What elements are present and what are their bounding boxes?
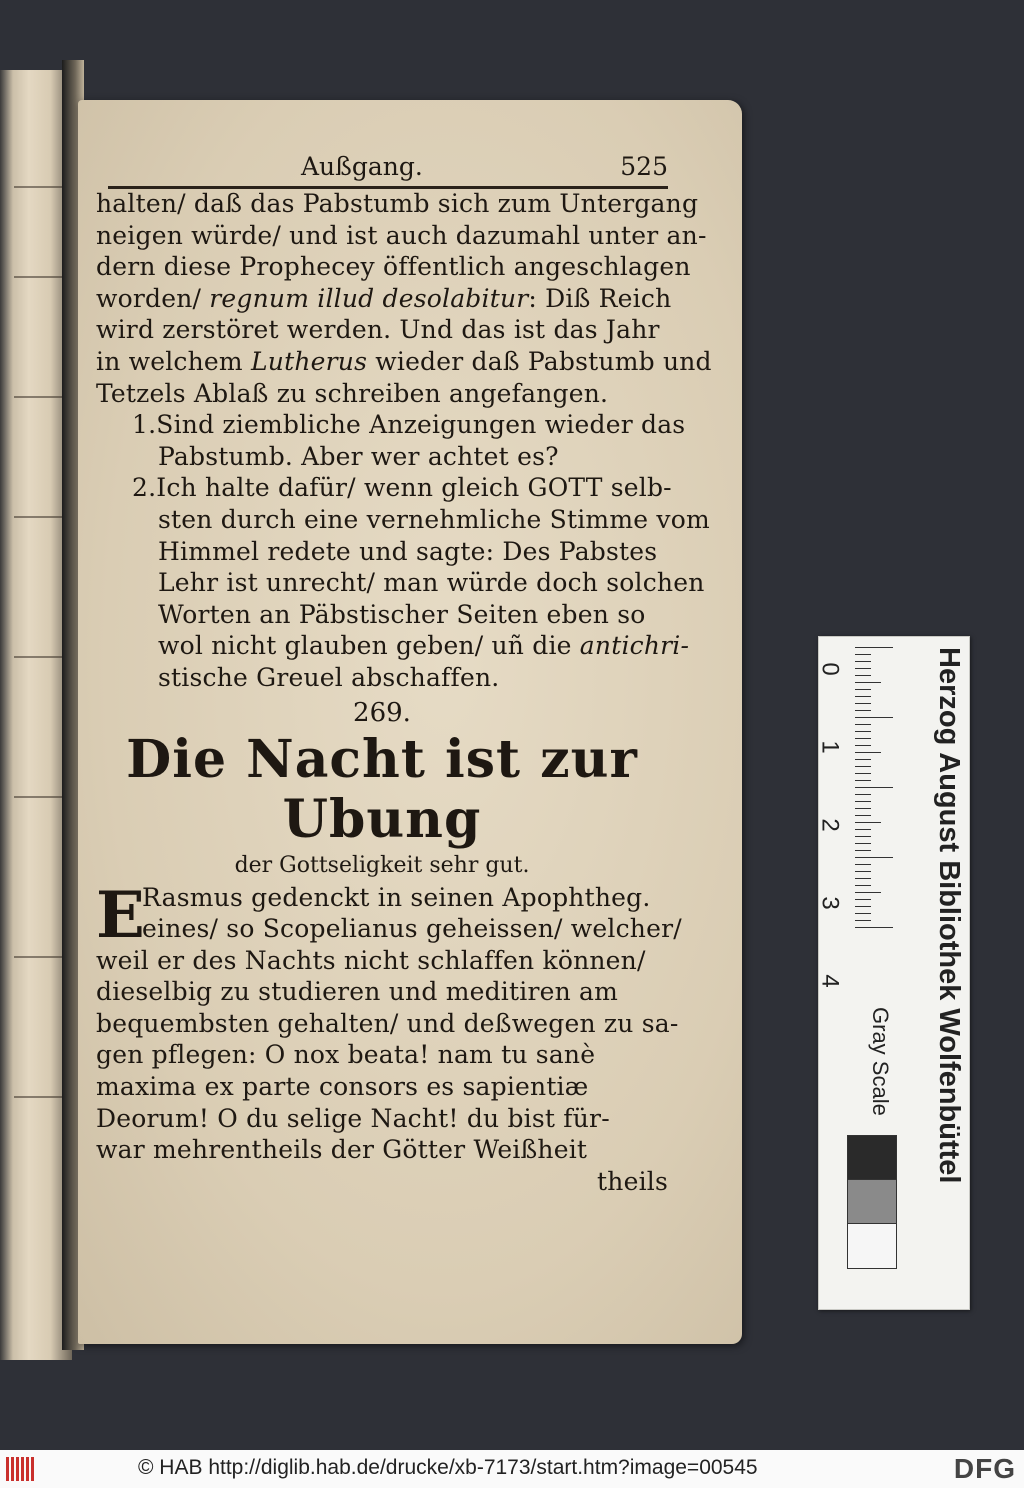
ruler-tick <box>855 696 871 697</box>
ruler-tick <box>855 654 871 655</box>
ruler-tick <box>855 731 871 732</box>
drop-cap: E <box>96 877 145 953</box>
ruler-tick <box>855 857 893 858</box>
page-text <box>96 150 712 1197</box>
text-line: worden/ regnum illud desolabitur: Diß Reich <box>96 283 672 313</box>
ruler-tick <box>855 829 871 830</box>
name-lutherus: Lutherus <box>250 346 368 376</box>
ruler-tick <box>855 892 881 893</box>
point-2-line: sten durch eine vernehmliche Stimme vom <box>158 504 710 534</box>
gray-swatch-dark <box>847 1135 897 1181</box>
ruler-number: 0 <box>816 662 844 676</box>
body-line: dieselbig zu studieren und meditiren am <box>96 977 619 1007</box>
ruler-tick <box>855 724 871 725</box>
ruler-tick <box>855 682 881 683</box>
ruler-tick <box>855 794 871 795</box>
ruler-tick <box>855 766 871 767</box>
ruler-ticks <box>855 647 895 927</box>
body-line: gen pflegen: O nox beata! nam tu sanè <box>96 1040 596 1070</box>
body-line: maxima ex parte consors es sapientiæ <box>96 1072 589 1102</box>
ruler-tick <box>855 850 871 851</box>
point-2-line: stische Greuel abschaffen. <box>158 662 500 692</box>
ruler-tick <box>855 780 871 781</box>
head-rule <box>108 186 668 189</box>
point-2-line: Lehr ist unrecht/ man würde doch solchen <box>158 568 705 598</box>
ruler-tick <box>855 703 871 704</box>
ruler-tick <box>855 822 881 823</box>
catchword: theils <box>597 1166 668 1196</box>
ruler-tick <box>855 668 871 669</box>
point-1-line: 1.Sind ziembliche Anzeigungen wieder das <box>132 410 686 440</box>
running-head-title: Außgang. <box>301 152 423 181</box>
ruler-tick <box>855 759 871 760</box>
section-title: Die Nacht ist zur Ubung <box>126 728 638 850</box>
ruler-tick <box>855 689 871 690</box>
ruler-tick <box>855 808 871 809</box>
ruler-tick <box>855 871 871 872</box>
ruler-number: 4 <box>816 974 844 988</box>
ruler-tick <box>855 906 871 907</box>
ruler-number: 3 <box>816 896 844 910</box>
latin-phrase: regnum illud desolabitur <box>209 283 529 313</box>
section-subtitle: der Gottseligkeit sehr gut. <box>234 852 530 878</box>
ruler-number: 1 <box>816 740 844 754</box>
hab-logo-icon <box>6 1457 40 1481</box>
dfg-logo: DFG <box>953 1453 1016 1484</box>
running-head <box>96 150 668 188</box>
color-scale-ruler <box>818 636 970 1310</box>
footer-bar <box>0 1450 1024 1488</box>
ruler-tick <box>855 710 871 711</box>
section-number: 269. <box>353 697 411 728</box>
ruler-tick <box>855 752 881 753</box>
ruler-tick <box>855 864 871 865</box>
ruler-tick <box>855 745 871 746</box>
gray-swatch-mid <box>847 1179 897 1225</box>
body-line: bequembsten gehalten/ und deßwegen zu sa- <box>96 1008 679 1038</box>
ruler-tick <box>855 878 871 879</box>
ruler-tick <box>855 675 871 676</box>
ruler-tick <box>855 899 871 900</box>
body-line: weil er des Nachts nicht schlaffen können/ <box>96 945 646 975</box>
point-2-line: wol nicht glauben geben/ uñ die antichri- <box>158 631 690 661</box>
text-line: halten/ daß das Pabstumb sich zum Untergang <box>96 189 699 218</box>
ruler-tick <box>855 647 893 648</box>
text-line: in welchem Lutherus wieder daß Pabstumb und <box>96 346 712 376</box>
text-line: neigen würde/ und ist auch dazumahl unter an- <box>96 220 707 250</box>
ruler-tick <box>855 801 871 802</box>
copyright-link[interactable]: © HAB http://diglib.hab.de/drucke/xb-7173/start.htm?image=00545 <box>138 1456 758 1479</box>
text-line: Tetzels Ablaß zu schreiben angefangen. <box>96 378 609 408</box>
ruler-tick <box>855 773 871 774</box>
point-1-line: Pabstumb. Aber wer achtet es? <box>158 441 559 471</box>
ruler-tick <box>855 836 871 837</box>
text-line: wird zerstöret werden. Und das ist das Jahr <box>96 315 660 345</box>
point-2-line: 2.Ich halte dafür/ wenn gleich GOTT selb- <box>132 473 672 503</box>
ruler-tick <box>855 885 871 886</box>
ruler-tick <box>855 717 893 718</box>
ruler-tick <box>855 815 871 816</box>
point-2-line: Himmel redete und sagte: Des Pabstes <box>158 536 658 566</box>
ruler-tick <box>855 738 871 739</box>
page-number: 525 <box>620 152 668 181</box>
body-line: Deorum! O du selige Nacht! du bist für- <box>96 1103 610 1133</box>
ruler-number: 2 <box>816 818 844 832</box>
ruler-tick <box>855 913 871 914</box>
text-line: dern diese Prophecey öffentlich angeschlagen <box>96 252 691 282</box>
ruler-tick <box>855 920 871 921</box>
body-line: eines/ so Scopelianus geheissen/ welcher/ <box>142 914 682 944</box>
ruler-title: Herzog August Bibliothek Wolfenbüttel <box>933 647 965 1184</box>
body-line-first: E Rasmus gedenckt in seinen Apophtheg. <box>96 877 651 953</box>
ruler-tick <box>855 787 893 788</box>
ruler-tick <box>855 843 871 844</box>
ruler-tick <box>855 661 871 662</box>
body-line: war mehrentheils der Götter Weißheit <box>96 1135 588 1165</box>
ruler-tick <box>855 927 893 928</box>
gray-swatch-light <box>847 1223 897 1269</box>
point-2-line: Worten an Päbstischer Seiten eben so <box>158 599 646 629</box>
gray-scale-label: Gray Scale <box>868 1007 893 1116</box>
